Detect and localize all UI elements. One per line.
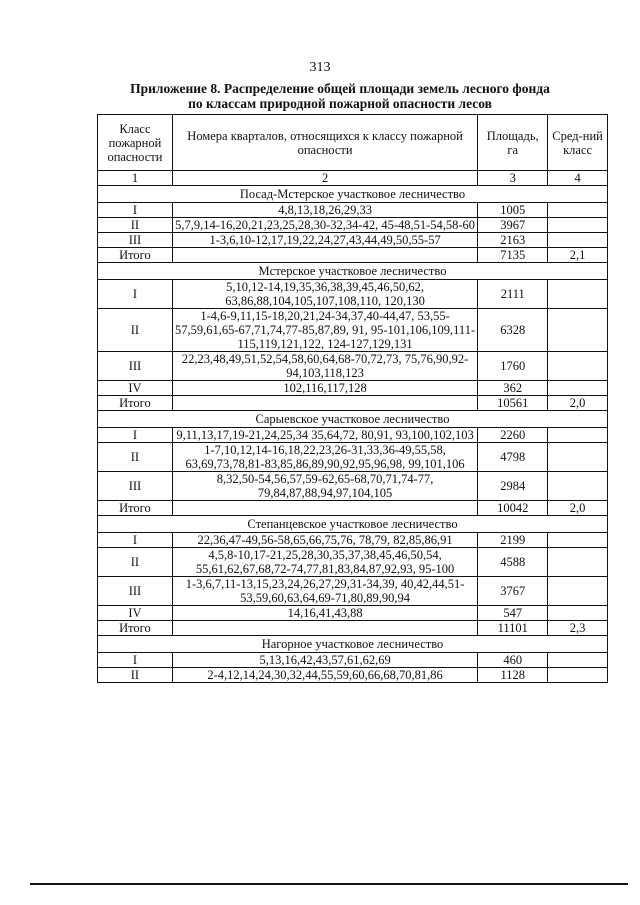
quarters-cell: 1-4,6-9,11,15-18,20,21,24-34,37,40-44,47, 53,55-57,59,61,65-67,71,74,77-85,87,89, 91, 95-101,106,109,111-115,119,121,122, 124-127,129,131 [172, 309, 477, 352]
col-number-1: 1 [98, 171, 173, 186]
avg-class-cell [548, 203, 608, 218]
table-row [98, 653, 608, 668]
total-area: 10561 [478, 396, 548, 411]
area-cell: 547 [478, 606, 548, 621]
section-name: Степанцевское участковое лесничество [98, 516, 608, 533]
header-avg-class: Сред-ний класс [548, 115, 608, 171]
total-area: 10042 [478, 501, 548, 516]
section-row [98, 636, 608, 653]
fire-class-cell: I [98, 428, 173, 443]
section-name: Сарыевское участковое лесничество [98, 411, 608, 428]
quarters-cell: 4,5,8-10,17-21,25,28,30,35,37,38,45,46,50,54, 55,61,62,67,68,72-74,77,81,83,84,87,92,93, 95-100 [172, 548, 477, 577]
total-empty [172, 396, 477, 411]
table-row [98, 606, 608, 621]
quarters-cell: 22,23,48,49,51,52,54,58,60,64,68-70,72,73, 75,76,90,92-94,103,118,123 [172, 352, 477, 381]
section-row [98, 411, 608, 428]
area-cell: 1128 [478, 668, 548, 683]
quarters-cell: 22,36,47-49,56-58,65,66,75,76, 78,79, 82,85,86,91 [172, 533, 477, 548]
table-row [98, 352, 608, 381]
fire-class-cell: III [98, 352, 173, 381]
table-row [98, 428, 608, 443]
area-cell: 362 [478, 381, 548, 396]
quarters-cell: 2-4,12,14,24,30,32,44,55,59,60,66,68,70,81,86 [172, 668, 477, 683]
area-cell: 1760 [478, 352, 548, 381]
col-number-4: 4 [548, 171, 608, 186]
table-row [98, 472, 608, 501]
area-cell: 4798 [478, 443, 548, 472]
fire-danger-table [97, 114, 608, 683]
col-number-2: 2 [172, 171, 477, 186]
avg-class-cell [548, 280, 608, 309]
quarters-cell: 5,13,16,42,43,57,61,62,69 [172, 653, 477, 668]
page-title [110, 81, 570, 111]
avg-class-cell [548, 381, 608, 396]
total-empty [172, 501, 477, 516]
table-row [98, 381, 608, 396]
section-row [98, 516, 608, 533]
total-label: Итого [98, 621, 173, 636]
table-row [98, 548, 608, 577]
table-row [98, 218, 608, 233]
fire-class-cell: III [98, 233, 173, 248]
area-cell: 6328 [478, 309, 548, 352]
total-row [98, 248, 608, 263]
avg-class-cell [548, 577, 608, 606]
header-class: Класс пожарной опасности [98, 115, 173, 171]
bottom-rule [30, 883, 628, 885]
quarters-cell: 102,116,117,128 [172, 381, 477, 396]
area-cell: 2163 [478, 233, 548, 248]
fire-class-cell: II [98, 218, 173, 233]
total-row [98, 501, 608, 516]
table-row [98, 668, 608, 683]
quarters-cell: 5,7,9,14-16,20,21,23,25,28,30-32,34-42, 45-48,51-54,58-60 [172, 218, 477, 233]
fire-class-cell: I [98, 533, 173, 548]
section-name: Мстерское участковое лесничество [98, 263, 608, 280]
total-label: Итого [98, 396, 173, 411]
area-cell: 2199 [478, 533, 548, 548]
fire-class-cell: II [98, 309, 173, 352]
table-row [98, 280, 608, 309]
fire-class-cell: II [98, 548, 173, 577]
quarters-cell: 8,32,50-54,56,57,59-62,65-68,70,71,74-77, 79,84,87,88,94,97,104,105 [172, 472, 477, 501]
section-name: Нагорное участковое лесничество [98, 636, 608, 653]
area-cell: 1005 [478, 203, 548, 218]
fire-class-cell: II [98, 443, 173, 472]
total-avg-class: 2,3 [548, 621, 608, 636]
table-row [98, 309, 608, 352]
quarters-cell: 5,10,12-14,19,35,36,38,39,45,46,50,62, 63,86,88,104,105,107,108,110, 120,130 [172, 280, 477, 309]
table-row [98, 233, 608, 248]
avg-class-cell [548, 668, 608, 683]
fire-class-cell: I [98, 653, 173, 668]
header-quarters: Номера кварталов, относящихся к классу пожарной опасности [172, 115, 477, 171]
header-area: Площадь, га [478, 115, 548, 171]
avg-class-cell [548, 352, 608, 381]
total-area: 11101 [478, 621, 548, 636]
area-cell: 3767 [478, 577, 548, 606]
quarters-cell: 1-7,10,12,14-16,18,22,23,26-31,33,36-49,55,58, 63,69,73,78,81-83,85,86,89,90,92,95,96,98, 99,101,106 [172, 443, 477, 472]
table-body [98, 186, 608, 683]
quarters-cell: 1-3,6,7,11-13,15,23,24,26,27,29,31-34,39, 40,42,44,51-53,59,60,63,64,69-71,80,89,90,94 [172, 577, 477, 606]
area-cell: 4588 [478, 548, 548, 577]
avg-class-cell [548, 428, 608, 443]
avg-class-cell [548, 218, 608, 233]
total-row [98, 621, 608, 636]
title-line-2: по классам природной пожарной опасности лесов [188, 96, 492, 111]
avg-class-cell [548, 548, 608, 577]
total-avg-class: 2,1 [548, 248, 608, 263]
total-area: 7135 [478, 248, 548, 263]
quarters-cell: 4,8,13,18,26,29,33 [172, 203, 477, 218]
section-row [98, 263, 608, 280]
table-row [98, 443, 608, 472]
total-row [98, 396, 608, 411]
table-row [98, 533, 608, 548]
area-cell: 2984 [478, 472, 548, 501]
total-avg-class: 2,0 [548, 501, 608, 516]
fire-class-cell: IV [98, 606, 173, 621]
quarters-cell: 1-3,6,10-12,17,19,22,24,27,43,44,49,50,55-57 [172, 233, 477, 248]
quarters-cell: 9,11,13,17,19-21,24,25,34 35,64,72, 80,91, 93,100,102,103 [172, 428, 477, 443]
total-empty [172, 621, 477, 636]
avg-class-cell [548, 443, 608, 472]
fire-class-cell: I [98, 280, 173, 309]
avg-class-cell [548, 309, 608, 352]
table-row [98, 577, 608, 606]
page-number: 313 [309, 60, 331, 75]
fire-class-cell: IV [98, 381, 173, 396]
total-label: Итого [98, 248, 173, 263]
avg-class-cell [548, 606, 608, 621]
title-line-1: Приложение 8. Распределение общей площади земель лесного фонда [130, 81, 550, 96]
section-row [98, 186, 608, 203]
table-row [98, 203, 608, 218]
col-number-3: 3 [478, 171, 548, 186]
total-empty [172, 248, 477, 263]
avg-class-cell [548, 233, 608, 248]
section-name: Посад-Мстерское участковое лесничество [98, 186, 608, 203]
area-cell: 2260 [478, 428, 548, 443]
total-label: Итого [98, 501, 173, 516]
quarters-cell: 14,16,41,43,88 [172, 606, 477, 621]
total-avg-class: 2,0 [548, 396, 608, 411]
avg-class-cell [548, 472, 608, 501]
avg-class-cell [548, 653, 608, 668]
area-cell: 2111 [478, 280, 548, 309]
fire-class-cell: II [98, 668, 173, 683]
avg-class-cell [548, 533, 608, 548]
area-cell: 460 [478, 653, 548, 668]
fire-class-cell: I [98, 203, 173, 218]
fire-class-cell: III [98, 577, 173, 606]
fire-class-cell: III [98, 472, 173, 501]
area-cell: 3967 [478, 218, 548, 233]
